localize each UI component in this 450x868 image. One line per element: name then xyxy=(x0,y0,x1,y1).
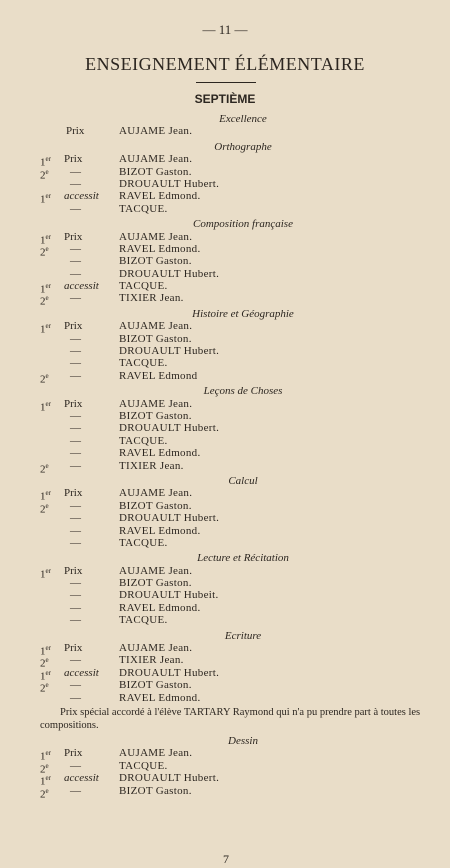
student-name: BIZOT Gaston. xyxy=(119,679,192,692)
student-name: AUJAME Jean. xyxy=(119,153,193,166)
prize-list xyxy=(0,110,450,801)
page-title: ENSEIGNEMENT ÉLÉMENTAIRE xyxy=(85,54,365,74)
student-name: BIZOT Gaston. xyxy=(119,409,192,422)
award: Prix xyxy=(64,747,83,760)
student-name: DROUAULT Hubert. xyxy=(119,177,220,190)
rank: 2e xyxy=(40,461,49,476)
footer-mark: 7 xyxy=(223,852,229,866)
rank: 2e xyxy=(40,244,49,259)
prize-row xyxy=(0,602,450,614)
prize-row xyxy=(0,345,450,357)
prize-row xyxy=(0,589,450,601)
award: — xyxy=(70,577,81,590)
title-rule xyxy=(196,82,256,83)
prize-row xyxy=(0,165,450,182)
subject-heading xyxy=(0,385,450,397)
student-name: BIZOT Gaston. xyxy=(119,255,192,268)
rank: 1er xyxy=(40,322,51,336)
prize-row xyxy=(0,537,450,549)
rank: 2e xyxy=(40,501,49,516)
prize-row xyxy=(0,125,450,137)
student-name: BIZOT Gaston. xyxy=(119,332,192,345)
prize-row xyxy=(0,320,450,336)
prize-row xyxy=(0,499,450,516)
student-name: TACQUE. xyxy=(119,357,168,370)
student-name: AUJAME Jean. xyxy=(119,747,193,760)
award: Prix xyxy=(64,153,83,166)
student-name: DROUAULT Hubert. xyxy=(119,422,220,435)
prize-row xyxy=(0,333,450,345)
student-name: RAVEL Edmond xyxy=(119,369,198,382)
award: accessit xyxy=(64,772,99,785)
prize-row xyxy=(0,564,450,581)
prize-row xyxy=(0,357,450,369)
student-name: AUJAME Jean. xyxy=(119,230,193,243)
student-name: TIXIER Jean. xyxy=(119,459,184,472)
prize-row xyxy=(0,447,450,459)
rank: 1er xyxy=(40,232,51,247)
student-name: AUJAME Jean. xyxy=(119,397,193,410)
class-heading: SEPTIÈME xyxy=(194,92,256,106)
prize-row xyxy=(0,525,450,537)
prize-row xyxy=(0,397,450,414)
prize-row xyxy=(0,153,450,169)
prize-row xyxy=(0,230,450,247)
student-name: DROUAULT Hubert. xyxy=(119,345,220,358)
award: accessit xyxy=(64,190,99,203)
subject-label: Dessin xyxy=(228,734,258,747)
award: — xyxy=(70,292,81,305)
award: — xyxy=(70,357,81,370)
award: Prix xyxy=(64,320,83,333)
subject-label: Excellence xyxy=(219,113,267,125)
rank: 2e xyxy=(40,786,49,801)
award: — xyxy=(70,434,81,447)
subject-label: Histoire et Géographie xyxy=(192,307,294,320)
student-name: DROUAULT Hubert. xyxy=(119,512,220,525)
student-name: TIXIER Jean. xyxy=(119,292,184,305)
rank: 1er xyxy=(40,282,51,296)
student-name: TACQUE. xyxy=(119,759,168,772)
student-name: TACQUE. xyxy=(119,434,168,447)
award: Prix xyxy=(66,125,85,138)
award: — xyxy=(70,784,81,797)
student-name: RAVEL Edmond. xyxy=(119,190,201,203)
student-name: DROUAULT Hubert. xyxy=(119,267,220,280)
student-name: TACQUE. xyxy=(119,536,168,549)
subject-label: Ecriture xyxy=(224,629,262,642)
student-name: DROUAULT Hubeit. xyxy=(119,589,219,602)
award: Prix xyxy=(64,230,83,243)
prize-row xyxy=(0,512,450,524)
award: Prix xyxy=(64,397,83,410)
award: — xyxy=(70,691,81,704)
subject-label: Composition française xyxy=(193,218,293,231)
prize-row xyxy=(0,178,450,190)
rank: 1er xyxy=(40,489,51,503)
award: — xyxy=(70,267,81,280)
subject-heading xyxy=(0,113,450,125)
prize-row xyxy=(0,190,450,206)
student-name: TACQUE. xyxy=(119,280,168,293)
award: — xyxy=(70,332,81,345)
rank: 1er xyxy=(40,668,51,683)
student-name: AUJAME Jean. xyxy=(119,642,193,655)
prize-row xyxy=(0,654,450,671)
award: — xyxy=(70,255,81,268)
prize-row xyxy=(0,280,450,296)
award: — xyxy=(70,614,81,627)
page-number: — 11 — xyxy=(202,22,248,37)
student-name: AUJAME Jean. xyxy=(119,125,193,138)
special-prize-note: Prix spécial accordé à l'élève TARTARY Raymond qui n'a pu prendre part à toutes les compositions. xyxy=(40,706,421,731)
student-name: BIZOT Gaston. xyxy=(119,499,192,512)
student-name: RAVEL Edmond. xyxy=(119,601,201,614)
award: — xyxy=(70,499,81,512)
student-name: RAVEL Edmond. xyxy=(119,524,201,537)
student-name: TACQUE. xyxy=(119,202,168,215)
subject-heading xyxy=(0,141,450,153)
award: — xyxy=(70,654,81,667)
prize-row xyxy=(0,642,450,658)
award: — xyxy=(70,165,81,178)
award: — xyxy=(70,601,81,614)
student-name: BIZOT Gaston. xyxy=(119,784,192,797)
prize-row xyxy=(0,666,450,683)
prize-row xyxy=(0,369,450,386)
rank: 1er xyxy=(40,644,51,658)
prize-row xyxy=(0,268,450,280)
award: Prix xyxy=(64,487,83,500)
prize-row xyxy=(0,242,450,259)
student-name: AUJAME Jean. xyxy=(119,564,193,577)
prize-row xyxy=(0,772,450,788)
prize-row xyxy=(0,422,450,434)
award: — xyxy=(70,369,81,382)
student-name: DROUAULT Hubert. xyxy=(119,666,220,679)
prize-row xyxy=(0,410,450,422)
award: — xyxy=(70,409,81,422)
award: — xyxy=(70,536,81,549)
student-name: TIXIER Jean. xyxy=(119,654,184,667)
award: — xyxy=(70,589,81,602)
subject-label: Lecture et Récitation xyxy=(197,552,289,565)
rank: 2e xyxy=(40,681,49,695)
award: — xyxy=(70,524,81,537)
prize-row xyxy=(0,692,450,704)
award: — xyxy=(70,202,81,215)
subject-label: Leçons de Choses xyxy=(203,385,283,398)
prize-row xyxy=(0,459,450,476)
subject-heading xyxy=(0,308,450,320)
rank: 1er xyxy=(40,399,51,414)
rank: 2e xyxy=(40,656,49,671)
student-name: BIZOT Gaston. xyxy=(119,165,192,178)
award: — xyxy=(70,459,81,472)
prize-row xyxy=(0,759,450,776)
award: Prix xyxy=(64,642,83,655)
rank: 1er xyxy=(40,774,51,788)
rank: 1er xyxy=(40,566,51,581)
prize-row xyxy=(0,292,450,309)
rank: 2e xyxy=(40,167,49,182)
student-name: RAVEL Edmond. xyxy=(119,242,201,255)
rank: 2e xyxy=(40,371,49,386)
prize-row xyxy=(0,577,450,589)
subject-label: Calcul xyxy=(228,474,258,487)
award: — xyxy=(70,759,81,772)
award: — xyxy=(70,345,81,358)
award: — xyxy=(70,679,81,692)
rank: 1er xyxy=(40,192,51,206)
award: — xyxy=(70,242,81,255)
subject-heading xyxy=(0,475,450,487)
award: — xyxy=(70,512,81,525)
prize-row xyxy=(0,255,450,267)
student-name: BIZOT Gaston. xyxy=(119,577,192,590)
student-name: RAVEL Edmond. xyxy=(119,447,201,460)
student-name: AUJAME Jean. xyxy=(119,487,193,500)
award: accessit xyxy=(64,280,99,293)
rank: 1er xyxy=(40,749,51,764)
rank: 2e xyxy=(40,761,49,776)
student-name: TACQUE. xyxy=(119,614,168,627)
award: accessit xyxy=(64,666,99,679)
rank: 1er xyxy=(40,155,51,169)
student-name: DROUAULT Hubert. xyxy=(119,772,220,785)
subject-heading xyxy=(0,735,450,747)
award: — xyxy=(70,422,81,435)
prize-row xyxy=(0,435,450,447)
subject-heading xyxy=(0,552,450,564)
award: — xyxy=(70,177,81,190)
student-name: RAVEL Edmond. xyxy=(119,691,201,704)
subject-heading xyxy=(0,630,450,642)
prize-row xyxy=(0,784,450,801)
subject-label: Orthographe xyxy=(214,140,272,153)
prize-row xyxy=(0,747,450,764)
award: — xyxy=(70,447,81,460)
prize-row xyxy=(0,203,450,215)
award: Prix xyxy=(64,564,83,577)
prize-row xyxy=(0,487,450,503)
student-name: AUJAME Jean. xyxy=(119,320,193,333)
prize-row xyxy=(0,679,450,695)
rank: 2e xyxy=(40,294,49,309)
prize-row xyxy=(0,614,450,626)
subject-heading xyxy=(0,218,450,230)
